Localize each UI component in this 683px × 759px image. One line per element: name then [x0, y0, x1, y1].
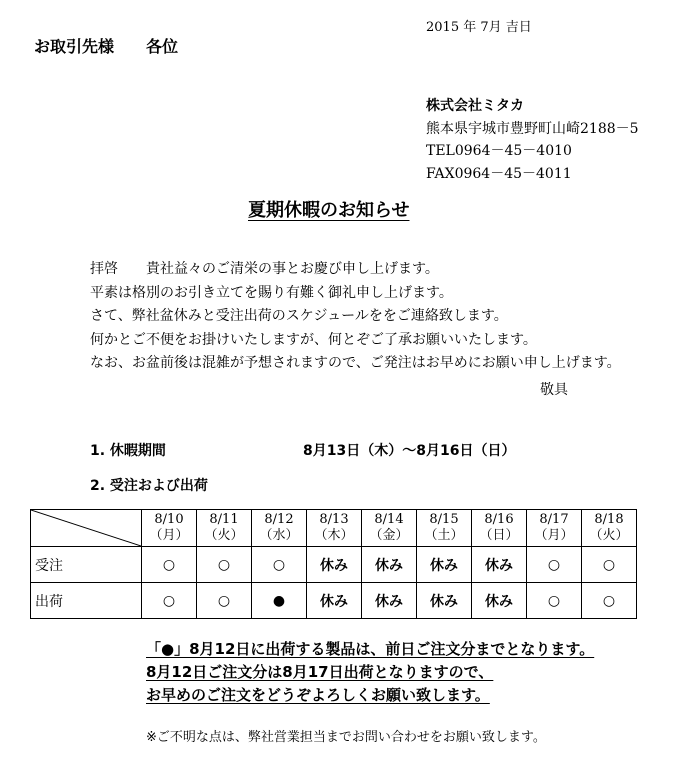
- orders-cell: ○: [527, 547, 582, 583]
- recipient-line: お取引先様 各位: [34, 37, 179, 56]
- orders-cell: 休み: [362, 547, 417, 583]
- note-line: 「●」8月12日に出荷する製品は、前日ご注文分までとなります。: [146, 640, 595, 658]
- shipping-cell: 休み: [472, 583, 527, 619]
- shipping-row: [31, 583, 637, 619]
- issue-date: 2015 年 7月 吉日: [426, 20, 532, 35]
- orders-cell: 休み: [417, 547, 472, 583]
- company-name: 株式会社ミタカ: [426, 98, 524, 114]
- day-weekday: （金）: [369, 528, 409, 543]
- date-header-cell: [527, 510, 582, 547]
- table-header-row: [31, 510, 637, 547]
- day-date: 8/18: [594, 512, 624, 527]
- body-line: さて、弊社盆休みと受注出荷のスケジュールををご連絡致します。: [90, 308, 508, 325]
- body-line: 何かとご不便をお掛けいたしますが、何とぞご了承お願いいたします。: [90, 331, 537, 348]
- shipping-cell: ○: [527, 583, 582, 619]
- day-weekday: （火）: [204, 528, 244, 543]
- company-tel: TEL0964－45－4010: [426, 143, 572, 159]
- orders-cell: ○: [197, 547, 252, 583]
- holiday-period: 8月13日（木）～8月16日（日）: [303, 443, 516, 459]
- day-weekday: （月）: [149, 528, 189, 543]
- day-date: 8/11: [209, 512, 239, 527]
- body-line: 拝啓 貴社益々のご清栄の事とお慶び申し上げます。: [90, 261, 439, 277]
- day-date: 8/13: [319, 512, 349, 527]
- body-text: [90, 258, 621, 376]
- shipping-cell: 休み: [417, 583, 472, 619]
- day-weekday: （火）: [589, 528, 629, 543]
- company-block: [426, 95, 639, 185]
- section-1-heading: 1. 休暇期間: [90, 443, 166, 459]
- date-header-cell: [582, 510, 637, 547]
- day-weekday: （月）: [534, 528, 574, 543]
- date-header-cell: [362, 510, 417, 547]
- orders-cell: ○: [582, 547, 637, 583]
- schedule-table: [30, 509, 637, 619]
- day-weekday: （水）: [259, 528, 299, 543]
- row-label-shipping: 出荷: [31, 583, 142, 619]
- shipping-cell: ○: [197, 583, 252, 619]
- notice-title: 夏期休暇のお知らせ: [248, 200, 410, 221]
- date-header-cell: [417, 510, 472, 547]
- body-line: 平素は格別のお引き立てを賜り有難く御礼申し上げます。: [90, 284, 453, 301]
- date-header-cell: [307, 510, 362, 547]
- footnote: ※ご不明な点は、弊社営業担当までお問い合わせをお願い致します。: [146, 730, 546, 745]
- row-label-orders: 受注: [31, 547, 142, 583]
- company-fax: FAX0964－45－4011: [426, 165, 572, 182]
- date-header-cell: [472, 510, 527, 547]
- date-header-cell: [142, 510, 197, 547]
- day-weekday: （日）: [479, 528, 519, 543]
- orders-row: [31, 547, 637, 583]
- company-address: 熊本県宇城市豊野町山崎2188－5: [426, 120, 639, 137]
- shipping-cell: ○: [142, 583, 197, 619]
- day-weekday: （木）: [314, 528, 354, 543]
- orders-cell: 休み: [307, 547, 362, 583]
- shipping-cell: ●: [252, 583, 307, 619]
- day-date: 8/16: [484, 512, 514, 527]
- section-2-heading: 2. 受注および出荷: [90, 478, 208, 494]
- diagonal-corner-cell: [31, 510, 142, 547]
- important-notes: [146, 638, 594, 707]
- diagonal-line: [31, 510, 141, 546]
- day-weekday: （土）: [424, 528, 464, 543]
- orders-cell: 休み: [472, 547, 527, 583]
- day-date: 8/17: [539, 512, 569, 527]
- shipping-cell: 休み: [307, 583, 362, 619]
- day-date: 8/15: [429, 512, 459, 527]
- date-header-cell: [252, 510, 307, 547]
- note-line: お早めのご注文をどうぞよろしくお願い致します。: [146, 686, 490, 704]
- orders-cell: ○: [252, 547, 307, 583]
- day-date: 8/14: [374, 512, 404, 527]
- shipping-cell: 休み: [362, 583, 417, 619]
- closing-word: 敬具: [540, 382, 568, 398]
- day-date: 8/10: [154, 512, 184, 527]
- shipping-cell: ○: [582, 583, 637, 619]
- body-line: なお、お盆前後は混雑が予想されますので、ご発注はお早めにお願い申し上げます。: [90, 355, 621, 372]
- day-date: 8/12: [264, 512, 294, 527]
- note-line: 8月12日ご注文分は8月17日出荷となりますので、: [146, 663, 494, 681]
- orders-cell: ○: [142, 547, 197, 583]
- date-header-cell: [197, 510, 252, 547]
